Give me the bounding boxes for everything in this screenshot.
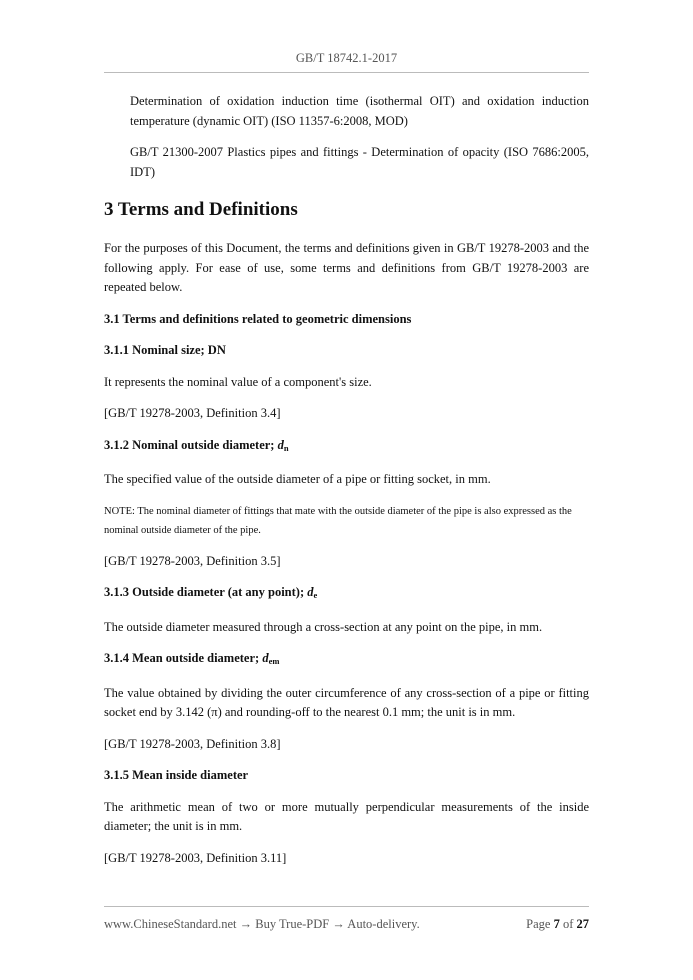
footer-divider [104, 906, 589, 907]
term-symbol: d [307, 585, 314, 599]
section-title: 3 Terms and Definitions [104, 199, 298, 220]
term-definition: The value obtained by dividing the outer circumference of any cross-section of a pipe or fitting socket end by 3.142 (π) and rounding-off to the nearest 0.1 mm; the unit is in mm. [104, 685, 589, 719]
current-page: 7 [553, 917, 560, 931]
running-header: GB/T 18742.1-2017 [295, 51, 398, 65]
reference-entry: Determination of oxidation induction time (isothermal OIT) and oxidation induction temperature (dynamic OIT) (ISO 11357-6:2008, MOD) [130, 94, 589, 128]
term-heading [104, 583, 589, 606]
term-heading [104, 436, 589, 459]
term-heading-text: 3.1.4 Mean outside diameter; [104, 651, 263, 665]
term-symbol-subscript: e [313, 590, 318, 600]
term-source: [GB/T 19278-2003, Definition 3.4] [104, 406, 281, 420]
term-symbol-subscript: em [268, 656, 280, 666]
term-note: NOTE: The nominal diameter of fittings that mate with the outside diameter of the pipe is also expressed as the nominal outside diameter of the pipe. [104, 505, 572, 536]
term-symbol: d [262, 651, 269, 665]
term-heading-text: 3.1.3 Outside diameter (at any point); [104, 585, 308, 599]
section-intro: For the purposes of this Document, the terms and definitions given in GB/T 19278-2003 and the following apply. For ease of use, some terms and definitions from GB/T 19278-2003 are repeated below. [104, 241, 589, 294]
total-pages: 27 [576, 917, 589, 931]
term-heading: 3.1.1 Nominal size; DN [104, 343, 226, 357]
page-content [104, 92, 589, 880]
page-indicator [526, 917, 589, 932]
promo-text: → Buy True-PDF → Auto-delivery. [236, 917, 420, 931]
term-definition: The arithmetic mean of two or more mutually perpendicular measurements of the inside diameter; the unit is in mm. [104, 799, 589, 833]
footer-promo [104, 917, 420, 932]
page-of-label: of [559, 917, 577, 931]
term-definition: It represents the nominal value of a component's size. [104, 374, 372, 389]
page-label: Page [526, 917, 554, 931]
term-source: [GB/T 19278-2003, Definition 3.11] [104, 850, 287, 865]
term-heading-text: 3.1.2 Nominal outside diameter; [104, 437, 278, 452]
term-definition: The specified value of the outside diameter of a pipe or fitting socket, in mm. [104, 472, 491, 486]
header-divider [104, 72, 589, 73]
term-heading: 3.1.5 Mean inside diameter [104, 768, 249, 782]
term-definition: The outside diameter measured through a cross-section at any point on the pipe, in mm. [104, 619, 543, 634]
page-footer [104, 917, 589, 932]
term-heading [104, 649, 589, 672]
term-symbol-subscript: n [283, 442, 289, 453]
site-link[interactable]: www.ChineseStandard.net [104, 917, 237, 931]
reference-entry: GB/T 21300-2007 Plastics pipes and fittings - Determination of opacity (ISO 7686:2005, IDT) [130, 145, 589, 179]
subsection-heading: 3.1 Terms and definitions related to geometric dimensions [104, 311, 412, 326]
term-source: [GB/T 19278-2003, Definition 3.5] [104, 553, 281, 568]
term-source: [GB/T 19278-2003, Definition 3.8] [104, 736, 281, 751]
term-symbol: d [277, 437, 284, 452]
